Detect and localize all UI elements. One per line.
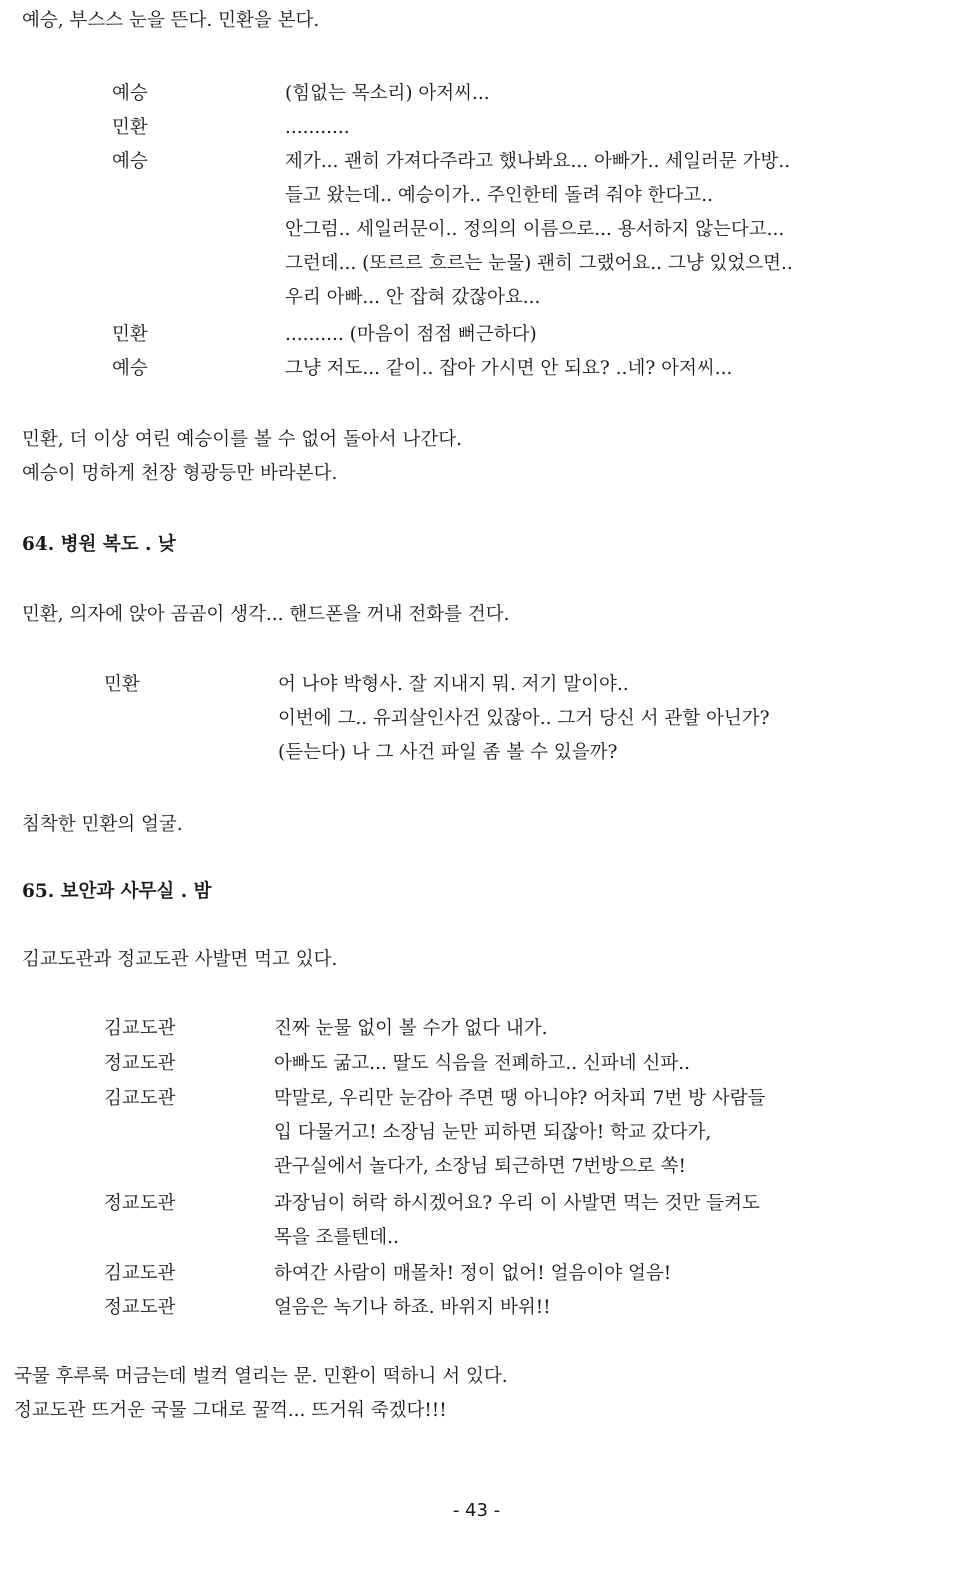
dialogue-line: 하여간 사람이 매몰차! 정이 없어! 얼음이야 얼음! xyxy=(274,1263,672,1284)
action-line: 민환, 더 이상 여린 예승이를 볼 수 없어 돌아서 나간다. xyxy=(22,429,462,450)
speaker-name: 김교도관 xyxy=(104,1263,176,1284)
speaker-name: 예승 xyxy=(112,151,148,172)
dialogue-line: (힘없는 목소리) 아저씨... xyxy=(285,83,490,104)
speaker-name: 민환 xyxy=(104,674,140,695)
action-line: 정교도관 뜨거운 국물 그대로 꿀꺽... 뜨거워 죽겠다!!! xyxy=(14,1400,447,1421)
dialogue-line: 어 나야 박형사. 잘 지내지 뭐. 저기 말이야.. xyxy=(278,674,629,695)
dialogue-line: 얼음은 녹기나 하죠. 바위지 바위!! xyxy=(274,1297,551,1318)
dialogue-line: (듣는다) 나 그 사건 파일 좀 볼 수 있을까? xyxy=(278,742,618,763)
dialogue-line: 이번에 그.. 유괴살인사건 있잖아.. 그거 당신 서 관할 아닌가? xyxy=(278,708,770,729)
action-line: 예승, 부스스 눈을 뜬다. 민환을 본다. xyxy=(22,10,320,31)
page-number: - 43 - xyxy=(452,1500,501,1521)
scene-heading: 64. 병원 복도 . 낮 xyxy=(22,534,176,555)
dialogue-line: 우리 아빠... 안 잡혀 갔잖아요... xyxy=(285,287,541,308)
action-line: 예승이 멍하게 천장 형광등만 바라본다. xyxy=(22,463,338,484)
dialogue-line: 그냥 저도... 같이.. 잡아 가시면 안 되요? ..네? 아저씨... xyxy=(285,358,733,379)
dialogue-line: 그런데... (또르르 흐르는 눈물) 괜히 그랬어요.. 그냥 있었으면.. xyxy=(285,253,793,274)
dialogue-line: 안그럼.. 세일러문이.. 정의의 이름으로... 용서하지 않는다고... xyxy=(285,219,785,240)
speaker-name: 정교도관 xyxy=(104,1193,176,1214)
action-line: 김교도관과 정교도관 사발면 먹고 있다. xyxy=(22,949,338,970)
action-line: 침착한 민환의 얼굴. xyxy=(22,814,183,835)
action-line: 국물 후루룩 머금는데 벌컥 열리는 문. 민환이 떡하니 서 있다. xyxy=(14,1366,508,1387)
dialogue-line: 들고 왔는데.. 예승이가.. 주인한테 돌려 줘야 한다고.. xyxy=(285,185,713,206)
action-line: 민환, 의자에 앉아 곰곰이 생각... 핸드폰을 꺼내 전화를 건다. xyxy=(22,604,510,625)
speaker-name: 예승 xyxy=(112,358,148,379)
speaker-name: 정교도관 xyxy=(104,1297,176,1318)
dialogue-line: 목을 조를텐데.. xyxy=(274,1227,399,1248)
speaker-name: 민환 xyxy=(112,324,148,345)
dialogue-line: ........... xyxy=(285,117,350,138)
speaker-name: 김교도관 xyxy=(104,1018,176,1039)
dialogue-line: 입 다물거고! 소장님 눈만 피하면 되잖아! 학교 갔다가, xyxy=(274,1122,712,1143)
speaker-name: 예승 xyxy=(112,83,148,104)
dialogue-line: 과장님이 허락 하시겠어요? 우리 이 사발면 먹는 것만 들켜도 xyxy=(274,1193,760,1214)
dialogue-line: 막말로, 우리만 눈감아 주면 땡 아니야? 어차피 7번 방 사람들 xyxy=(274,1088,766,1109)
scene-heading: 65. 보안과 사무실 . 밤 xyxy=(22,881,212,902)
dialogue-line: 제가... 괜히 가져다주라고 했나봐요... 아빠가.. 세일러문 가방.. xyxy=(285,151,791,172)
speaker-name: 김교도관 xyxy=(104,1088,176,1109)
dialogue-line: 관구실에서 놀다가, 소장님 퇴근하면 7번방으로 쏙! xyxy=(274,1156,686,1177)
dialogue-line: 아빠도 굶고... 딸도 식음을 전폐하고.. 신파네 신파.. xyxy=(274,1053,690,1074)
speaker-name: 정교도관 xyxy=(104,1053,176,1074)
speaker-name: 민환 xyxy=(112,117,148,138)
dialogue-line: .......... (마음이 점점 뻐근하다) xyxy=(285,324,537,345)
dialogue-line: 진짜 눈물 없이 볼 수가 없다 내가. xyxy=(274,1018,548,1039)
